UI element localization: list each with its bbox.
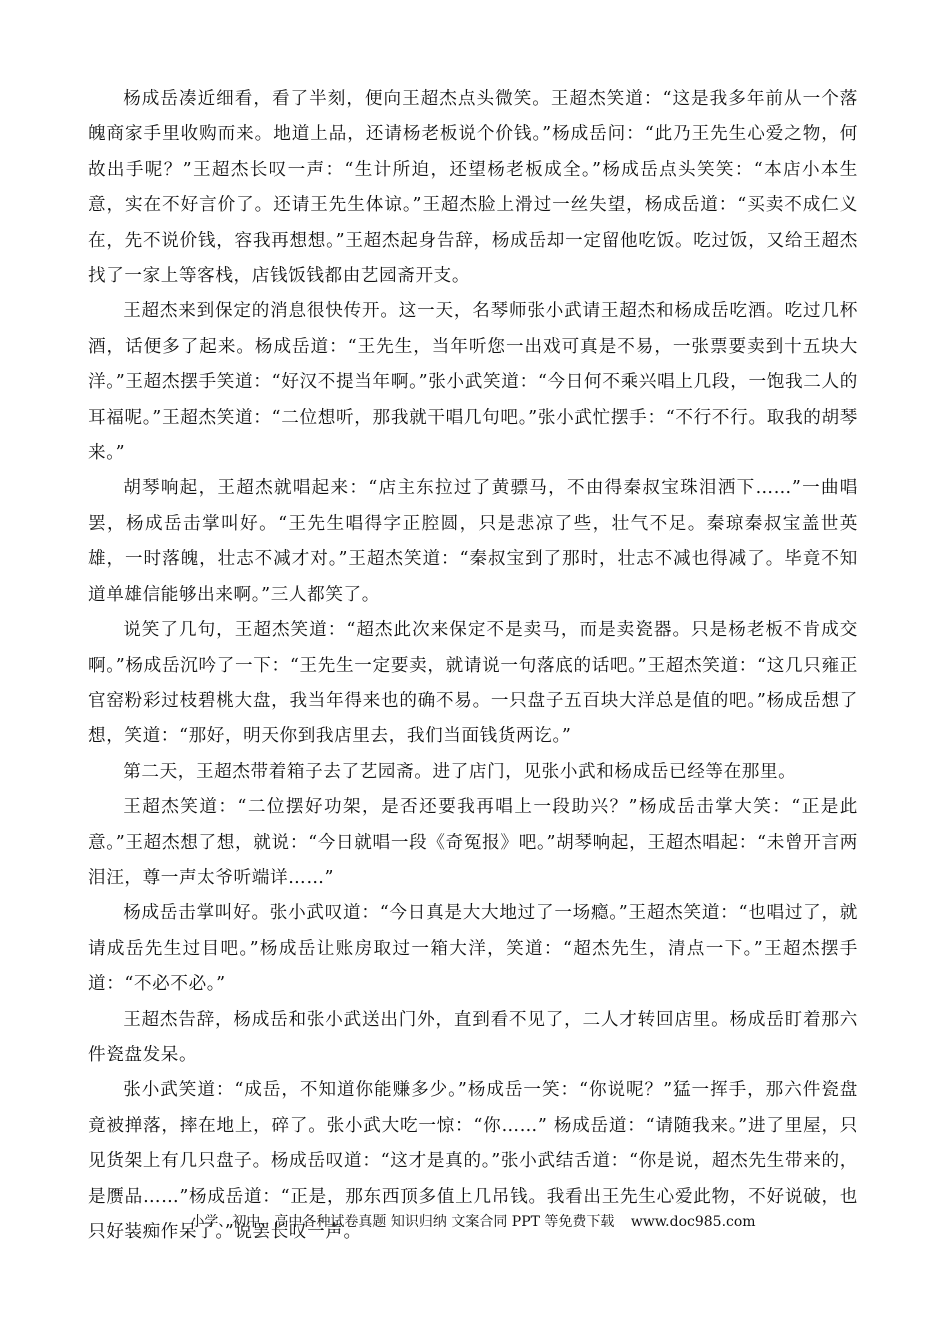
paragraph-5: 第二天，王超杰带着箱子去了艺园斋。进了店门，见张小武和杨成岳已经等在那里。 xyxy=(123,761,797,782)
article-body xyxy=(88,82,858,1250)
paragraph-6: 王超杰笑道：“二位摆好功架，是否还要我再唱上一段助兴？”杨成岳击掌大笑：“正是此意。”王超杰想了想，就说：“今日就唱一段《奇冤报》吧。”胡琴响起，王超杰唱起：“未曾开言两泪汪，尊一声太爷听端详……” xyxy=(88,797,858,888)
paragraph-9: 张小武笑道：“成岳，不知道你能赚多少。”杨成岳一笑：“你说呢？”猛一挥手，那六件瓷盘竟被掸落，摔在地上，碎了。张小武大吃一惊：“你……” 杨成岳道：“请随我来。”进了里屋，只见货架上有几只盘子。杨成岳叹道：“这才是真的。”张小武结舌道：“你是说，超杰先生带来的，是赝品……”杨成岳道：“正是，那东西顶多值上几吊钱。我看出王先生心爱此物，不好说破，也只好装痴作呆了。”说罢长叹一声。 xyxy=(88,1080,858,1242)
paragraph-4: 说笑了几句，王超杰笑道：“超杰此次来保定不是卖马，而是卖瓷器。只是杨老板不肯成交啊。”杨成岳沉吟了一下：“王先生一定要卖，就请说一句落底的话吧。”王超杰笑道：“这几只雍正官窑粉彩过枝碧桃大盘，我当年得来也的确不易。一只盘子五百块大洋总是值的吧。”杨成岳想了想，笑道：“那好，明天你到我店里去，我们当面钱货两讫。” xyxy=(88,620,858,747)
paragraph-7: 杨成岳击掌叫好。张小武叹道：“今日真是大大地过了一场瘾。”王超杰笑道：“也唱过了，就请成岳先生过目吧。”杨成岳让账房取过一箱大洋，笑道：“超杰先生，清点一下。”王超杰摆手道：“不必不必。” xyxy=(88,903,858,995)
page-footer xyxy=(88,1210,858,1234)
paragraph-1: 杨成岳凑近细看，看了半刻，便向王超杰点头微笑。王超杰笑道：“这是我多年前从一个落魄商家手里收购而来。地道上品，还请杨老板说个价钱。”杨成岳问：“此乃王先生心爱之物，何故出手呢？”王超杰长叹一声：“生计所迫，还望杨老板成全。”杨成岳点头笑笑：“本店小本生意，实在不好言价了。还请王先生体谅。”王超杰脸上滑过一丝失望，杨成岳道：“买卖不成仁义在，先不说价钱，容我再想想。”王超杰起身告辞，杨成岳却一定留他吃饭。吃过饭，又给王超杰找了一家上等客栈，店钱饭钱都由艺园斋开支。 xyxy=(88,89,858,287)
footer-text: 小学、初中、高中各种试卷真题 知识归纳 文案合同 PPT 等免费下载 xyxy=(190,1214,615,1230)
paragraph-8: 王超杰告辞，杨成岳和张小武送出门外，直到看不见了，二人才转回店里。杨成岳盯着那六件瓷盘发呆。 xyxy=(88,1009,858,1065)
paragraph-2: 王超杰来到保定的消息很快传开。这一天，名琴师张小武请王超杰和杨成岳吃酒。吃过几杯酒，话便多了起来。杨成岳道：“王先生，当年听您一出戏可真是不易，一张票要卖到十五块大洋。”王超杰摆手笑道：“好汉不提当年啊。”张小武笑道：“今日何不乘兴唱上几段，一饱我二人的耳福呢。”王超杰笑道：“二位想听，那我就干唱几句吧。”张小武忙摆手：“不行不行。取我的胡琴来。” xyxy=(88,301,858,464)
paragraph-3: 胡琴响起，王超杰就唱起来：“店主东拉过了黄骠马，不由得秦叔宝珠泪洒下……”一曲唱罢，杨成岳击掌叫好。“王先生唱得字正腔圆，只是悲凉了些，壮气不足。秦琼秦叔宝盖世英雄，一时落魄，壮志不减才对。”王超杰笑道：“秦叔宝到了那时，壮志不减也得减了。毕竟不知道单雄信能够出来啊。”三人都笑了。 xyxy=(88,478,858,605)
footer-link[interactable]: www.doc985.com xyxy=(630,1214,756,1230)
